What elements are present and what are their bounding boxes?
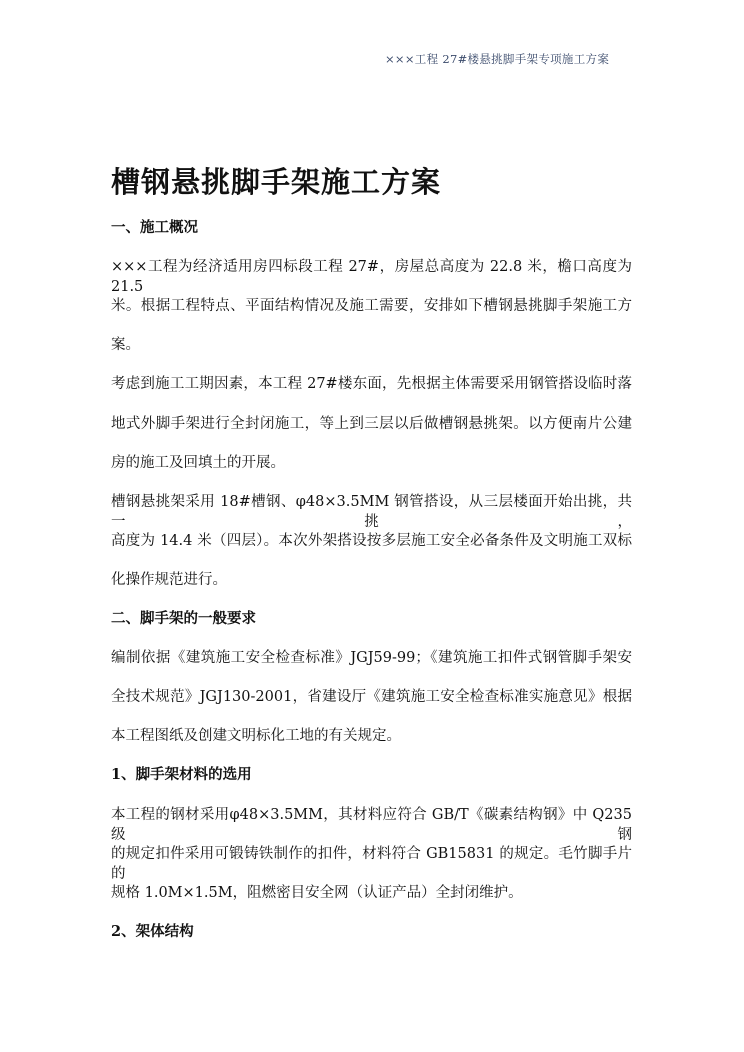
section-heading: 1、脚手架材料的选用 [111,766,252,783]
paragraph-line: 房的施工及回填土的开展。 [111,455,285,471]
paragraph-line: 槽钢悬挑架采用 18#槽钢、φ48×3.5MM 钢管搭设，从三层楼面开始出挑，共一挑， [111,494,632,530]
section-heading: 二、脚手架的一般要求 [111,610,256,627]
paragraph-line: 本工程图纸及创建文明标化工地的有关规定。 [111,728,401,744]
paragraph-line: 米。根据工程特点、平面结构情况及施工需要，安排如下槽钢悬挑脚手架施工方 [111,298,632,314]
paragraph-line: 地式外脚手架进行全封闭施工，等上到三层以后做槽钢悬挑架。以方便南片公建 [111,416,632,432]
paragraph-line: 案。 [111,337,140,353]
paragraph-line: 考虑到施工工期因素，本工程 27#楼东面，先根据主体需要采用钢管搭设临时落 [111,376,632,392]
section-heading: 2、架体结构 [111,923,194,940]
page-header: ×××工程 27#楼悬挑脚手架专项施工方案 [385,52,610,66]
paragraph-line: 编制依据《建筑施工安全检查标准》JGJ59-99；《建筑施工扣件式钢管脚手架安 [111,650,632,666]
paragraph-line: 高度为 14.4 米（四层）。本次外架搭设按多层施工安全必备条件及文明施工双标 [111,533,632,549]
paragraph-line: 的规定扣件采用可锻铸铁制作的扣件，材料符合 GB15831 的规定。毛竹脚手片的 [111,846,632,882]
paragraph-line: ×××工程为经济适用房四标段工程 27#，房屋总高度为 22.8 米，檐口高度为 21.5 [111,259,632,295]
section-heading: 一、施工概况 [111,219,198,236]
paragraph-line: 全技术规范》JGJ130-2001，省建设厅《建筑施工安全检查标准实施意见》根据 [111,689,632,705]
paragraph-line: 本工程的钢材采用φ48×3.5MM，其材料应符合 GB/T《碳素结构钢》中 Q235 级钢 [111,807,632,843]
document-title: 槽钢悬挑脚手架施工方案 [111,165,442,199]
paragraph-line: 规格 1.0M×1.5M，阻燃密目安全网（认证产品）全封闭维护。 [111,885,523,901]
paragraph-line: 化操作规范进行。 [111,572,227,588]
